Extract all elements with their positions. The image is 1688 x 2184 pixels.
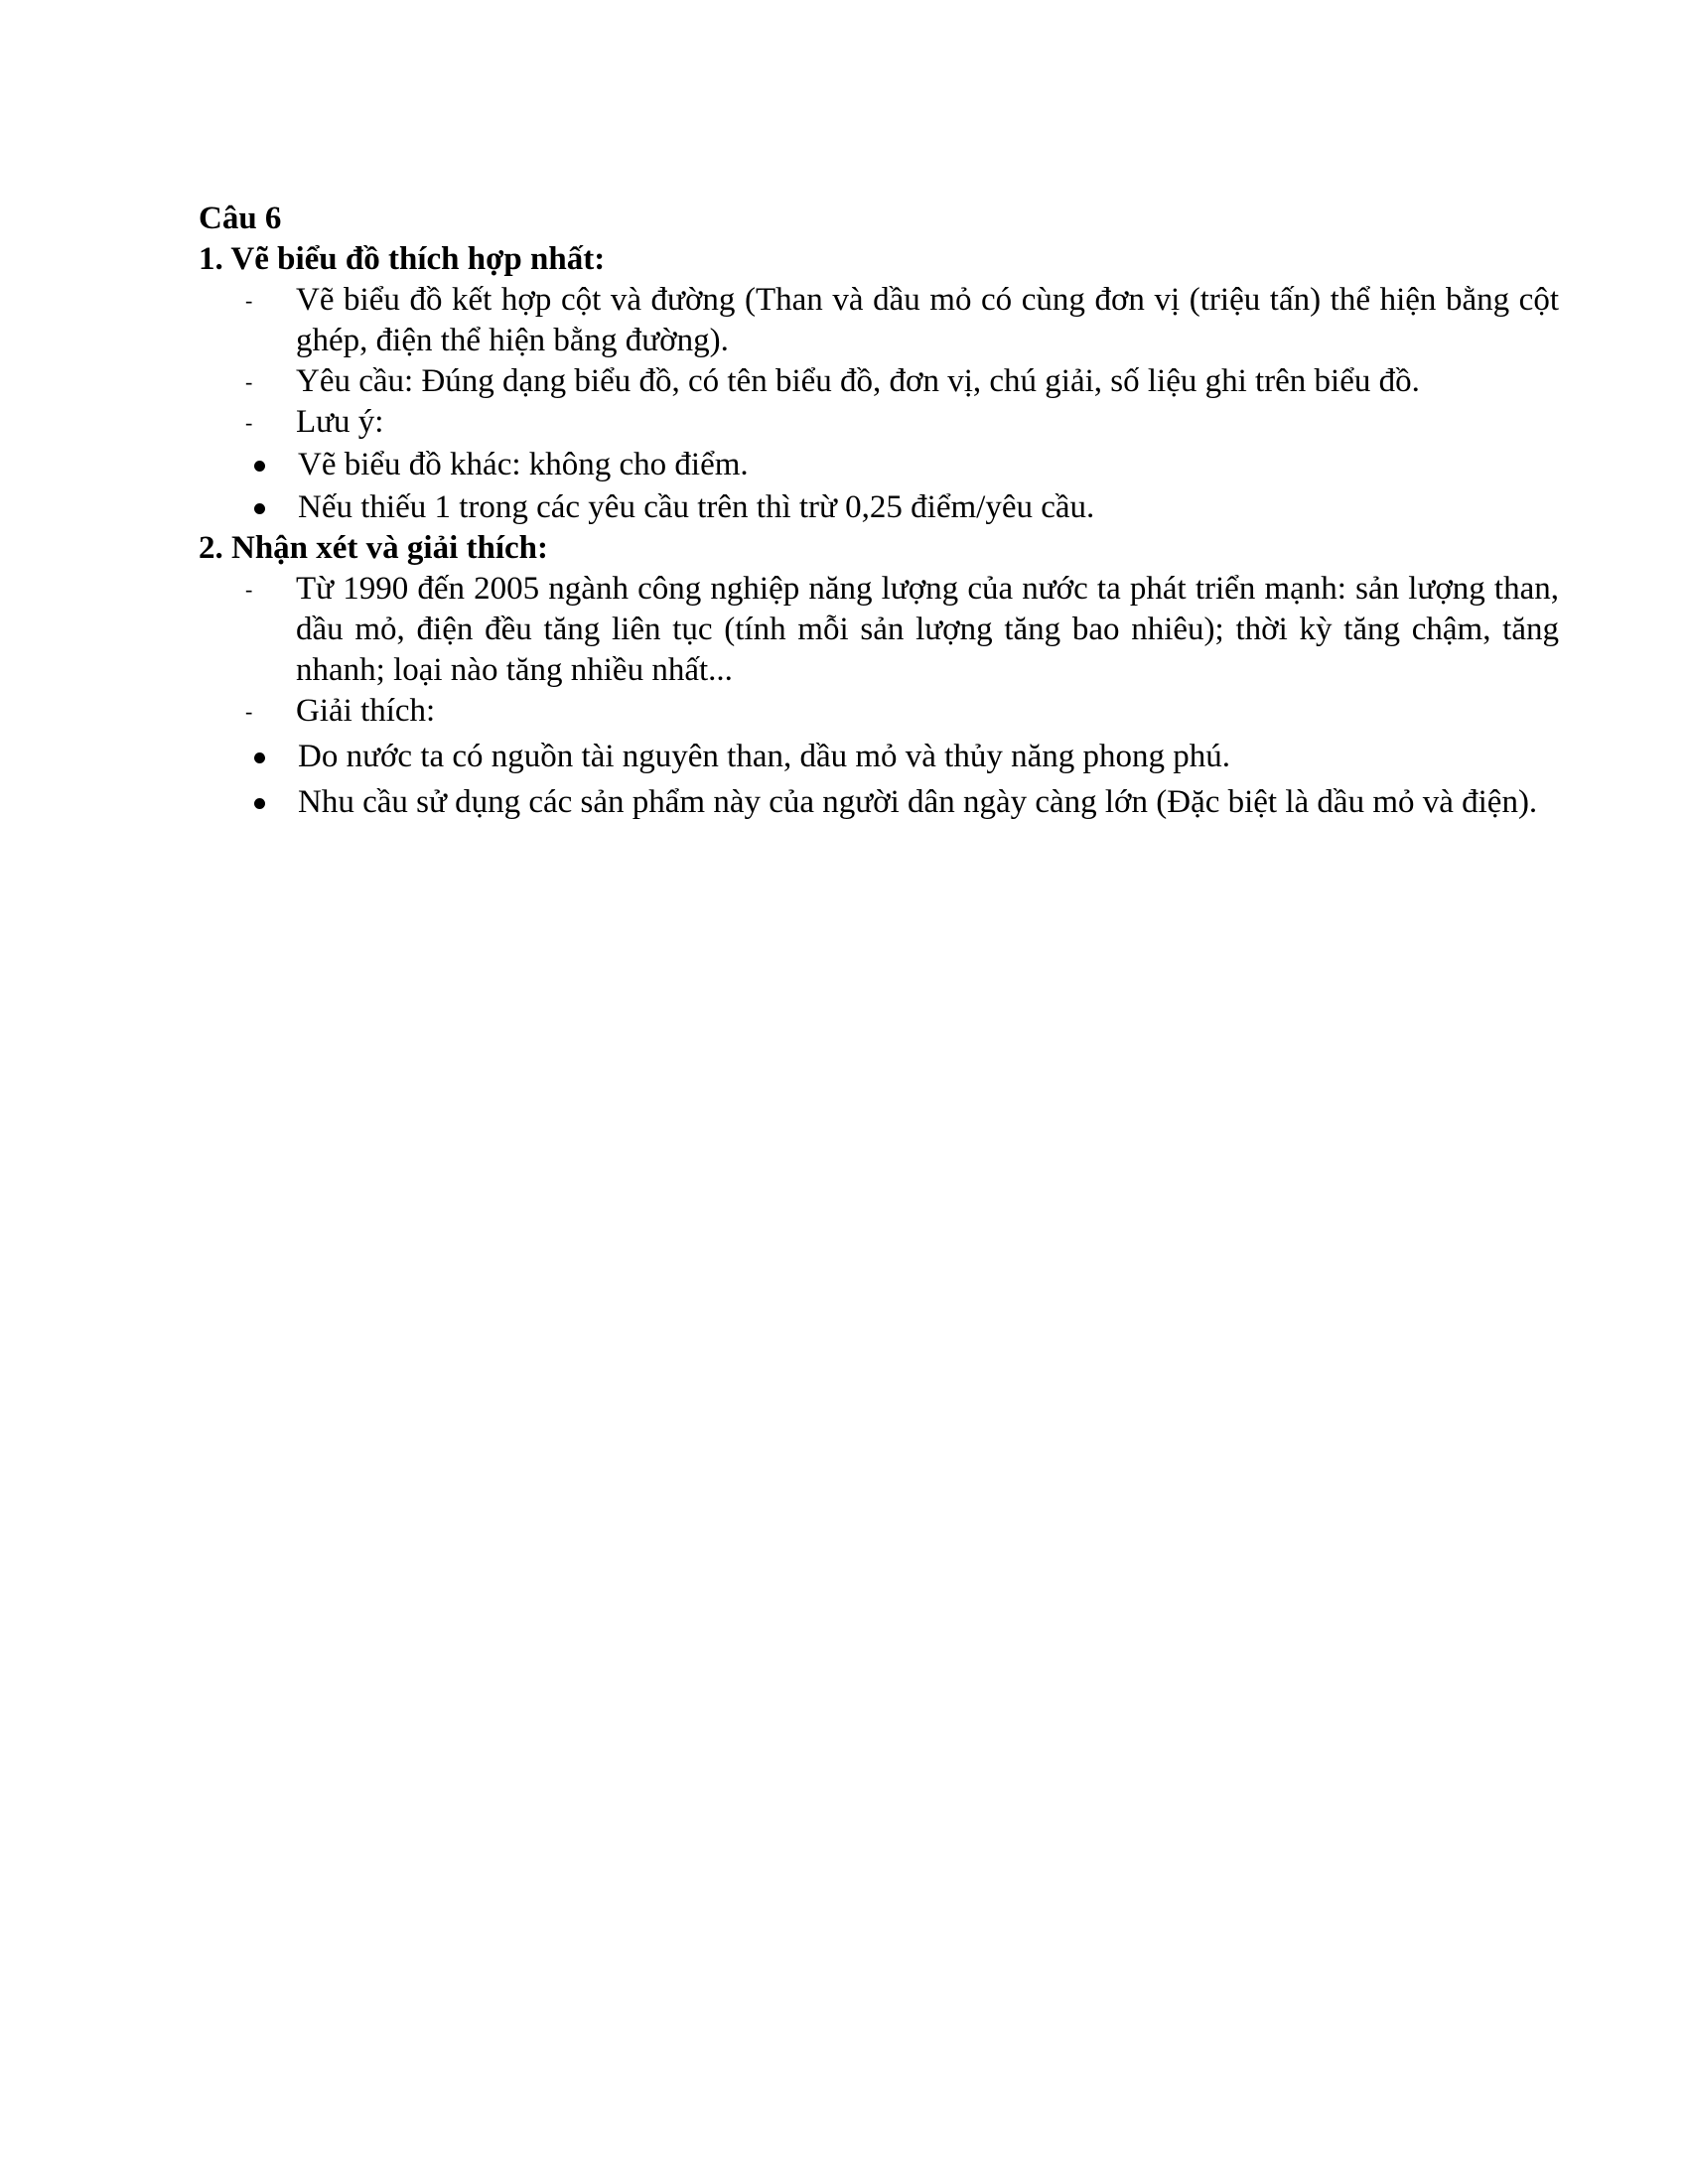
dash-marker: - (245, 369, 253, 394)
section1-list (199, 280, 1559, 443)
dash-marker: - (245, 577, 253, 602)
section2-list (199, 569, 1559, 732)
question-title: Câu 6 (199, 201, 282, 236)
dash-marker: - (245, 288, 253, 313)
list-item (199, 487, 1559, 528)
document-body (199, 199, 1559, 823)
list-item-text: Do nước ta có nguồn tài nguyên than, dầu mỏ và thủy năng phong phú. (298, 739, 1231, 774)
list-item (199, 361, 1559, 402)
section2-heading: 2. Nhận xét và giải thích: (199, 530, 549, 566)
list-item-text: Yêu cầu: Đúng dạng biểu đồ, có tên biểu đồ, đơn vị, chú giải, số liệu ghi trên biểu đồ. (296, 363, 1420, 399)
list-item (199, 402, 1559, 443)
explanations-list (199, 737, 1559, 823)
list-item-text: Vẽ biểu đồ kết hợp cột và đường (Than và dầu mỏ có cùng đơn vị (triệu tấn) thể hiện bằng cột ghép, điện thể hiện bằng đường). (296, 282, 1559, 358)
bullet-icon (254, 798, 265, 809)
dash-marker: - (245, 699, 253, 724)
list-item-text: Giải thích: (296, 693, 436, 729)
bullet-icon (254, 752, 265, 763)
list-item (199, 280, 1559, 361)
list-item (199, 445, 1559, 485)
list-item (199, 569, 1559, 691)
bullet-icon (254, 461, 265, 472)
list-item-text: Nếu thiếu 1 trong các yêu cầu trên thì trừ 0,25 điểm/yêu cầu. (298, 489, 1095, 525)
notes-list (199, 445, 1559, 528)
list-item (199, 782, 1559, 823)
list-item-text: Lưu ý: (296, 404, 384, 440)
list-item (199, 691, 1559, 732)
section1-heading: 1. Vẽ biểu đồ thích hợp nhất: (199, 241, 606, 277)
dash-marker: - (245, 410, 253, 435)
list-item (199, 737, 1559, 777)
bullet-icon (254, 503, 265, 514)
list-item-text: Từ 1990 đến 2005 ngành công nghiệp năng lượng của nước ta phát triển mạnh: sản lượng than, dầu mỏ, điện đều tăng liên tục (tính mỗi sản lượng tăng bao nhiêu); thời kỳ tăng chậm, tăng nhanh; loại nào tăng nhiều nhất... (296, 571, 1559, 688)
list-item-text: Vẽ biểu đồ khác: không cho điểm. (298, 447, 749, 482)
list-item-text: Nhu cầu sử dụng các sản phẩm này của người dân ngày càng lớn (Đặc biệt là dầu mỏ và điện). (298, 784, 1538, 820)
